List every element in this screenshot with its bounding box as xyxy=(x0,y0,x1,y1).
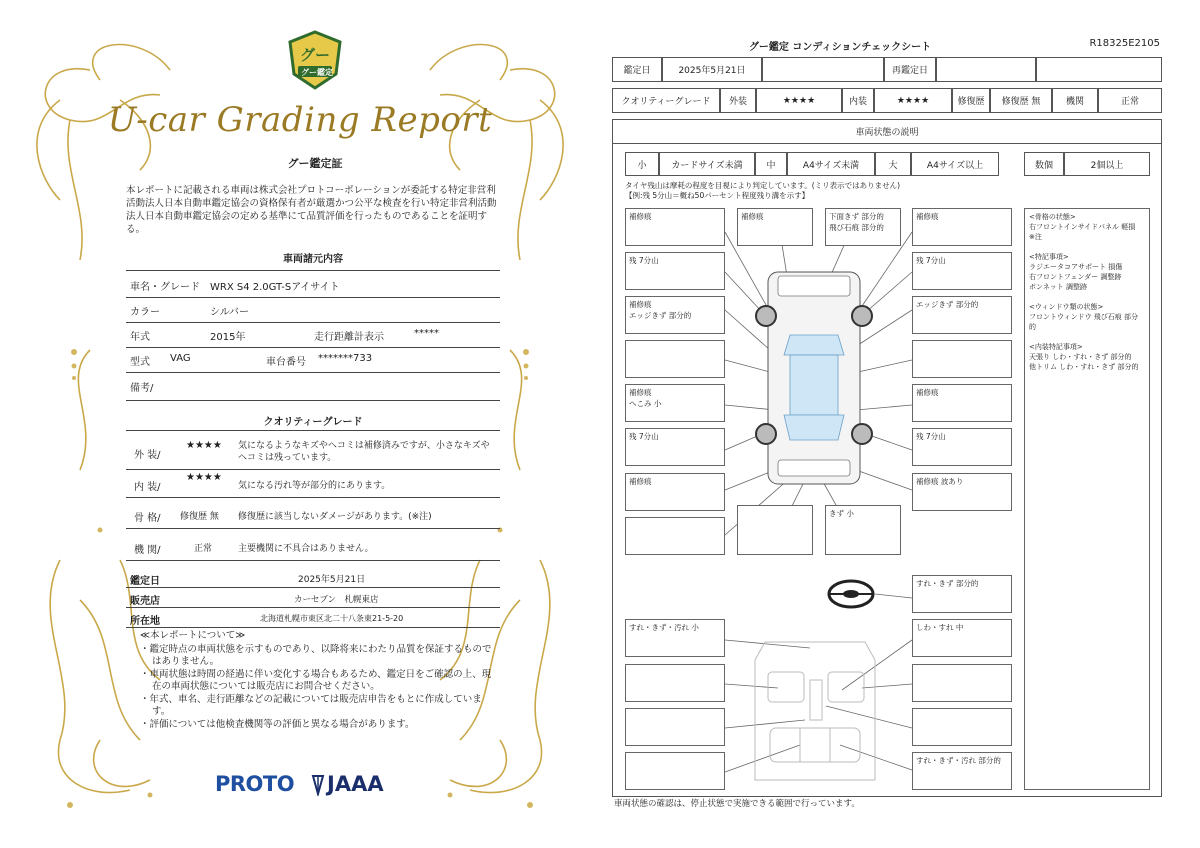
label: 機 関/ xyxy=(134,545,161,556)
spec-row-remarks xyxy=(126,379,500,401)
svg-text:グー: グー xyxy=(299,46,331,64)
footer-logos xyxy=(215,770,415,800)
notes-spacer xyxy=(1029,242,1145,252)
value: 2025年5月21日 xyxy=(298,575,366,585)
note-item: ・車両状態は時間の経過に伴い変化する場合もあるため、鑑定日をご確認の上、現在の車両状態については販売店にお問合せください。 xyxy=(140,668,492,692)
stars: ★★★★ xyxy=(186,440,222,451)
condition-check-sheet xyxy=(600,0,1200,848)
notes-line: 右フロントインサイドパネル 軽損 xyxy=(1029,223,1136,231)
count-label: 数個 xyxy=(1024,152,1064,176)
label: 内 装/ xyxy=(134,482,161,493)
date-value: 2025年5月21日 xyxy=(662,57,762,82)
damage-box xyxy=(625,340,725,378)
value: 北海道札幌市東区北二十八条東21-5-20 xyxy=(260,614,404,623)
interior-box xyxy=(625,752,725,790)
interior-box: すれ・きず・汚れ 部分的 xyxy=(912,752,1012,790)
notes-line: <骨格の状態> xyxy=(1029,213,1076,221)
report-notes xyxy=(140,630,500,731)
certificate-title: グー鑑定証 xyxy=(287,157,343,170)
interior-box xyxy=(625,708,725,746)
interior-box xyxy=(912,664,1012,702)
interior-box: すれ・きず・汚れ 小 xyxy=(625,619,725,657)
goo-kantei-badge xyxy=(286,30,344,90)
notes-line: <内装特記事項> xyxy=(1029,343,1083,351)
label: 年式 xyxy=(130,332,150,343)
info-row-address xyxy=(126,610,500,628)
quality-section-title: クオリティーグレード xyxy=(263,417,363,428)
label: 外 装/ xyxy=(134,450,161,461)
label: 販売店 xyxy=(130,596,160,607)
car-topview-icon xyxy=(756,272,872,484)
eng-value: 正常 xyxy=(1098,88,1162,113)
value: 修復歴 無 xyxy=(180,512,219,522)
interior-box: すれ・きず 部分的 xyxy=(912,575,1012,613)
label: 備考/ xyxy=(130,383,154,394)
spec-section-title: 車両諸元内容 xyxy=(283,254,343,265)
damage-box: 補修痕 xyxy=(912,208,1012,246)
damage-box: 補修痕 へこみ 小 xyxy=(625,384,725,422)
notes-title: ≪本レポートについて≫ xyxy=(140,630,246,641)
spec-row-model xyxy=(126,353,500,373)
ext-value: ★★★★ xyxy=(756,88,842,113)
notes-spacer xyxy=(1029,292,1145,302)
label: カラー xyxy=(130,307,160,318)
notes-line: <特記事項> xyxy=(1029,253,1069,261)
damage-box: きず 小 xyxy=(825,505,901,555)
notes-spacer xyxy=(1029,332,1145,342)
interior-box: しわ・すれ 中 xyxy=(912,619,1012,657)
label: 走行距離計表示 xyxy=(314,332,384,343)
interior-diagram-icon xyxy=(755,642,875,780)
sheet-id: R18325E2105 xyxy=(1089,38,1160,49)
description: 主要機関に不具合はありません。 xyxy=(238,544,374,554)
spec-row-color xyxy=(126,303,500,323)
tire-box: 残 7分山 xyxy=(912,428,1012,466)
notes-line: 天張り しわ・すれ・きず 部分的 xyxy=(1029,353,1132,361)
reinspect-label: 再鑑定日 xyxy=(884,57,936,82)
notes-line: <ウィンドウ類の状態> xyxy=(1029,303,1104,311)
note-item: ・評価については他検査機関等の評価と異なる場合があります。 xyxy=(140,718,415,730)
int-label: 内装 xyxy=(842,88,874,113)
tire-box: 残 7分山 xyxy=(625,252,725,290)
value: *******733 xyxy=(318,353,373,364)
notes-line: フロントウィンドウ 飛び石痕 部分的 xyxy=(1029,313,1139,331)
tire-box: 残 7分山 xyxy=(912,252,1012,290)
value: カーセブン 札幌東店 xyxy=(294,595,379,605)
quality-row-engine xyxy=(126,535,500,561)
notes-line: ※注 xyxy=(1029,233,1042,241)
int-value: ★★★★ xyxy=(874,88,952,113)
label: 車名・グレード xyxy=(130,282,200,293)
desc-title: 車両状態の説明 xyxy=(612,119,1162,144)
value: 正常 xyxy=(194,544,213,554)
spec-row-name xyxy=(126,278,500,298)
description: 気になるようなキズやヘコミは補修済みですが、小さなキズやヘコミは残っています。 xyxy=(238,441,490,463)
value: VAG xyxy=(170,353,191,364)
damage-box: 補修痕 xyxy=(912,384,1012,422)
damage-box: 下面きず 部分的 飛び石痕 部分的 xyxy=(825,208,901,246)
damage-box: 補修痕 エッジきず 部分的 xyxy=(625,296,725,334)
description: 修復歴に該当しないダメージがあります。(※注) xyxy=(238,512,432,522)
damage-box xyxy=(912,340,1012,378)
label: 骨 格/ xyxy=(134,513,161,524)
rep-label: 修復歴 xyxy=(952,88,990,113)
report-title: U-car Grading Report xyxy=(107,100,493,140)
grade-label: クオリティーグレード xyxy=(612,88,720,113)
quality-row-exterior xyxy=(126,438,500,470)
count-value: 2個以上 xyxy=(1064,152,1150,176)
damage-box xyxy=(625,517,725,555)
jaaa-logo: JAAA xyxy=(327,772,384,796)
divider xyxy=(126,270,500,271)
sheet-title: グー鑑定 コンディションチェックシート xyxy=(748,42,932,53)
damage-box: 補修痕 xyxy=(737,208,813,246)
notes-line: 右フロントフェンダー 調整跡 xyxy=(1029,273,1122,281)
note-item: ・年式、車名、走行距離などの記載については販売店申告をもとに作成しています。 xyxy=(140,693,482,717)
badge-label: グー鑑定 xyxy=(301,68,333,77)
condition-notes-panel xyxy=(1024,208,1150,790)
damage-box: 補修痕 xyxy=(625,473,725,511)
eng-label: 機関 xyxy=(1052,88,1098,113)
size-small-label: 小 xyxy=(625,152,659,176)
notes-line: ボンネット 調整跡 xyxy=(1029,283,1088,291)
tire-box: 残 7分山 xyxy=(625,428,725,466)
damage-box: 補修痕 xyxy=(625,208,725,246)
jaaa-logo-icon xyxy=(311,774,325,800)
damage-box: 補修痕 波あり xyxy=(912,473,1012,511)
damage-box: エッジきず 部分的 xyxy=(912,296,1012,334)
note-item: ・鑑定時点の車両状態を示すものであり、以降将来にわたり品質を保証するものではありません。 xyxy=(140,643,492,667)
label: 鑑定日 xyxy=(130,576,160,587)
value: ***** xyxy=(414,328,439,339)
size-large-label: 大 xyxy=(875,152,911,176)
stars: ★★★★ xyxy=(186,472,222,483)
spec-row-year xyxy=(126,328,500,348)
size-medium-value: A4サイズ未満 xyxy=(787,152,875,176)
quality-row-frame xyxy=(126,503,500,529)
value: WRX S4 2.0GT-Sアイサイト xyxy=(210,282,340,293)
info-row-date xyxy=(126,570,500,588)
tire-note: タイヤ残山は摩耗の程度を目視により判定しています。(ミリ表示ではありません) xyxy=(625,181,901,190)
notes-line: ラジエータコアサポート 損傷 xyxy=(1029,263,1123,271)
sheet-footer-note: 車両状態の確認は、停止状態で実施できる範囲で行っています。 xyxy=(614,799,860,809)
value: シルバー xyxy=(210,307,250,318)
value: 2015年 xyxy=(210,332,246,343)
rep-value: 修復歴 無 xyxy=(990,88,1052,113)
info-row-shop xyxy=(126,590,500,608)
certificate-intro: 本レポートに記載される車両は株式会社プロトコーポレーションが委託する特定非営利活動法人日本自動車鑑定協会の資格保有者が厳選かつ公平な検査を行い特定非営利活動法人日本自動車鑑定協会の定める基準にて品質評価を行ったものであることを証明する。 xyxy=(126,185,497,235)
divider xyxy=(126,430,500,431)
notes-line: 他トリム しわ・すれ・きず 部分的 xyxy=(1029,363,1139,371)
proto-logo: PROTO xyxy=(215,772,295,796)
date-label: 鑑定日 xyxy=(612,57,662,82)
description: 気になる汚れ等が部分的にあります。 xyxy=(238,481,391,491)
label: 所在地 xyxy=(130,616,160,627)
label: 型式 xyxy=(130,357,150,368)
size-medium-label: 中 xyxy=(755,152,787,176)
damage-box xyxy=(737,505,813,555)
tire-example: 【例:残 5分山＝概ね50パーセント程度残り溝を示す】 xyxy=(625,191,810,200)
steering-wheel-icon xyxy=(829,581,873,607)
size-large-value: A4サイズ以上 xyxy=(911,152,999,176)
ext-label: 外装 xyxy=(720,88,756,113)
size-small-value: カードサイズ未満 xyxy=(659,152,755,176)
quality-row-interior xyxy=(126,472,500,498)
interior-box xyxy=(912,708,1012,746)
interior-box xyxy=(625,664,725,702)
label: 車台番号 xyxy=(266,357,306,368)
